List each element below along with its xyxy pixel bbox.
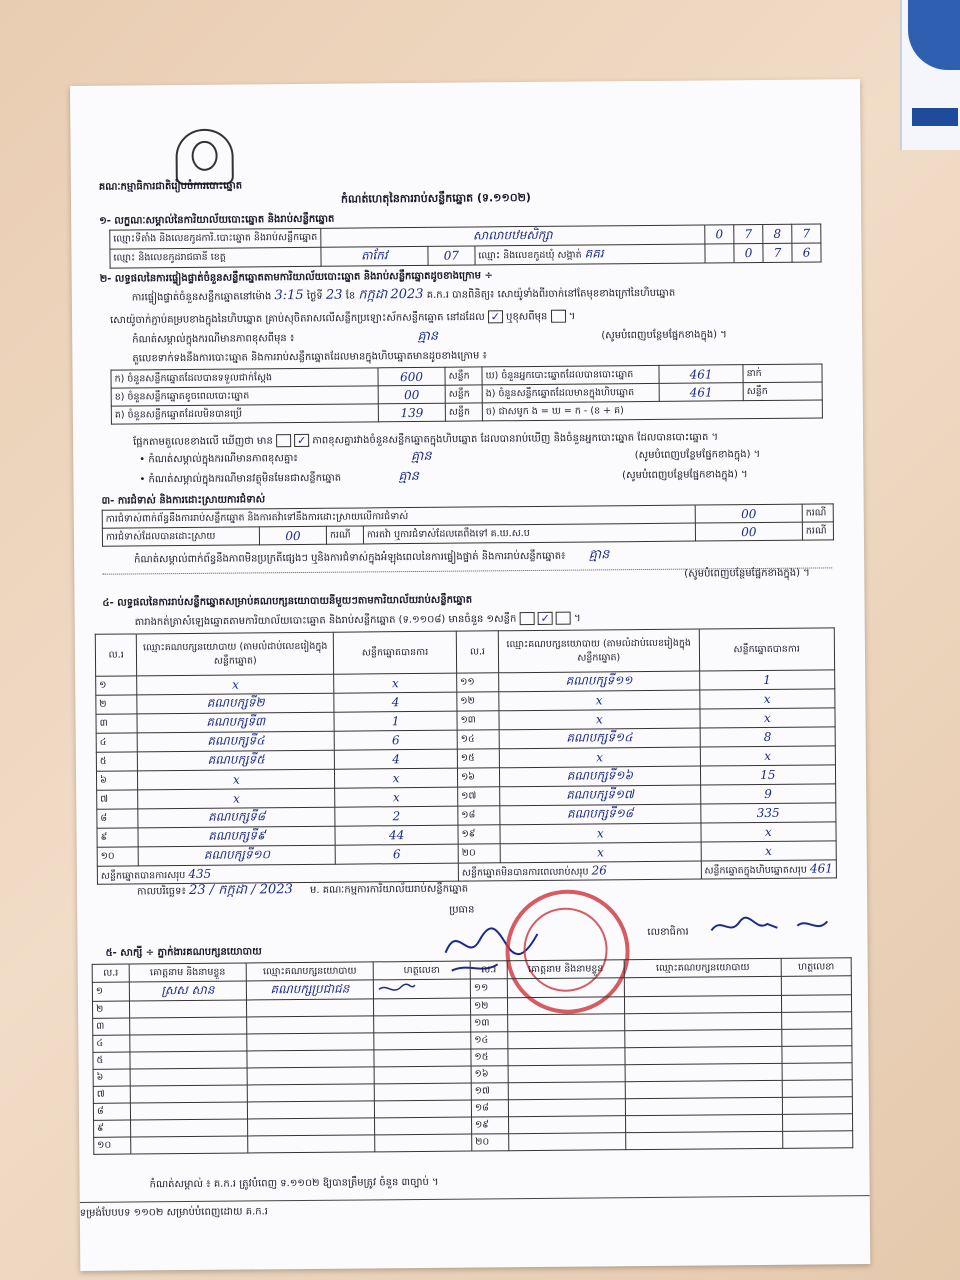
witness-name bbox=[508, 1031, 625, 1049]
witness-party bbox=[625, 1080, 782, 1098]
witness-party bbox=[624, 976, 781, 996]
results-cell: គណបក្សទី១៤ bbox=[499, 728, 700, 749]
results-cell: ១៦ bbox=[457, 768, 499, 787]
witness-party bbox=[625, 1046, 782, 1064]
results-cell: x bbox=[138, 788, 335, 809]
results-cell: គណបក្សទី៣ bbox=[137, 712, 334, 733]
time-value: 3:15 bbox=[274, 287, 304, 304]
section-4-title: ៤- លទ្ធផលនៃការរាប់សន្លឹកឆ្នោតសម្រាប់គណបក្សនយោបាយនីមួយៗតាមការិយាល័យរាប់សន្លឹកឆ្នោត bbox=[102, 594, 473, 609]
witness-signature bbox=[374, 1049, 471, 1067]
section-1-title: ១- លក្ខណៈសម្គាល់នៃការិយាល័យបោះឆ្នោត និងរាប់សន្លឹកឆ្នោត bbox=[99, 213, 335, 227]
witness-party bbox=[625, 1012, 782, 1030]
witness-number: ១៧ bbox=[471, 1083, 508, 1100]
results-cell: x bbox=[138, 769, 335, 790]
results-cell: 4 bbox=[334, 692, 457, 712]
results-cell: ៣ bbox=[96, 714, 138, 733]
witness-number: ១០ bbox=[94, 1137, 131, 1154]
results-cell: x bbox=[700, 708, 836, 728]
results-cell: ៦ bbox=[96, 771, 138, 790]
footer-note: កំណត់សម្គាល់ ៖ គ.ក.រ ត្រូវបំពេញ ទ.១១០២ ឱ្យបានត្រឹមត្រូវ ចំនួន ៣ច្បាប់ ។ bbox=[149, 1176, 439, 1191]
spoiled-value: 00 bbox=[378, 385, 445, 404]
witness-number: ១៤ bbox=[471, 1032, 508, 1049]
nec-emblem-icon bbox=[175, 129, 233, 186]
witness-number: ២ bbox=[92, 1001, 129, 1018]
witness-name bbox=[508, 1099, 625, 1117]
witness-name: ស្រស សាន bbox=[129, 981, 246, 1001]
results-cell: ២ bbox=[96, 695, 138, 714]
witness-number: ៣ bbox=[93, 1018, 130, 1035]
witness-signature bbox=[783, 1114, 853, 1132]
witness-party bbox=[626, 1114, 783, 1132]
witness-name bbox=[508, 1048, 625, 1066]
results-cell: គណបក្សទី១១ bbox=[499, 671, 700, 692]
results-cell: 8 bbox=[700, 727, 836, 747]
results-cell: x bbox=[701, 822, 837, 842]
witness-signature bbox=[375, 1134, 472, 1152]
witness-signature bbox=[782, 1063, 852, 1081]
results-cell: ១២ bbox=[457, 692, 499, 711]
results-cell: ១៨ bbox=[458, 806, 500, 825]
results-cell: x bbox=[137, 674, 334, 695]
results-cell: x bbox=[701, 841, 837, 861]
witness-number: ១៣ bbox=[471, 1015, 508, 1032]
witness-party bbox=[625, 1029, 782, 1047]
results-cell: x bbox=[499, 690, 700, 711]
witness-table: ល.រ គោត្តនាម និងនាមខ្លួន ឈ្មោះគណបក្សនយោបាយ ហត្ថលេខា ល.រ គោត្តនាម និងនាមខ្លួន ឈ្មោះគណបក្សនយោបាយ ហត្ថលេខា ១ ស្រស សាន គណបក្សប្រជាជន ១១ ២ ១២ ៣ ១៣ ៤ ១៤ ៥ ១៥ ៦ ១៦ ៧ ១៧ ៨ ១៨ ៩ ១៩ ១០ ២០ bbox=[92, 957, 854, 1155]
witness-party bbox=[247, 1033, 374, 1051]
commission-name: គណៈកម្មាធិការជាតិរៀបចំការបោះឆ្នោត bbox=[98, 180, 243, 193]
witness-name bbox=[507, 997, 624, 1015]
results-cell: ១៥ bbox=[457, 749, 499, 768]
results-cell: ៩ bbox=[97, 828, 139, 847]
witness-name bbox=[130, 1102, 247, 1120]
unused-value: 139 bbox=[378, 403, 445, 422]
sheet-2-checkbox[interactable]: ✓ bbox=[538, 612, 553, 625]
witness-signature bbox=[373, 979, 470, 999]
witness-number: ៤ bbox=[93, 1035, 130, 1052]
results-cell: 2 bbox=[335, 806, 458, 826]
witness-number: ៨ bbox=[93, 1103, 130, 1120]
in-box-value: 461 bbox=[659, 383, 743, 402]
changed-checkbox[interactable] bbox=[550, 310, 565, 323]
results-cell: 335 bbox=[700, 803, 836, 823]
sheet-3-checkbox[interactable] bbox=[556, 612, 571, 625]
results-cell: គណបក្សទី២ bbox=[137, 693, 334, 714]
witness-name bbox=[129, 1000, 246, 1018]
results-cell: គណបក្សទី៤ bbox=[138, 731, 335, 752]
witness-signature bbox=[374, 1100, 471, 1118]
witness-name bbox=[508, 1082, 625, 1100]
sheet-1-checkbox[interactable] bbox=[519, 612, 534, 625]
results-cell: x bbox=[500, 842, 701, 863]
results-cell: 6 bbox=[335, 844, 458, 864]
results-cell: 1 bbox=[699, 670, 835, 690]
results-cell: x bbox=[499, 709, 700, 730]
witness-signature bbox=[373, 998, 470, 1016]
witness-party bbox=[247, 1101, 374, 1119]
count-date: 23 / កក្កដា / 2023 bbox=[188, 882, 293, 898]
unchanged-checkbox[interactable]: ✓ bbox=[488, 310, 503, 323]
witness-number: ១៨ bbox=[471, 1100, 508, 1117]
results-cell: 9 bbox=[700, 784, 836, 804]
witness-signature-icon bbox=[377, 981, 417, 995]
witness-name bbox=[508, 1014, 625, 1032]
form-sheet: គណៈកម្មាធិការជាតិរៀបចំការបោះឆ្នោត កំណត់ហេតុនៃការរាប់សន្លឹកឆ្នោត (ទ.១១០២) ១- លក្ខណៈសម្គាល់នៃការិយាល័យបោះឆ្នោត និងរាប់សន្លឹកឆ្នោត ឈ្មោះទីតាំង និងលេខកូដការិ.បោះឆ្នោត និងរាប់សន្លឹកឆ្នោត សាលាបឋមសិក្សា 0 7 8 7 ឈ្មោះ និងលេខកូដរាជធានី ខេត្ត តាកែវ 07 ឈ្មោះ និងលេខកូដឃុំ សង្កាត់ គគរ 0 7 6 ២- លទ្ធផលនៃការផ្ទៀងផ្ទាត់ចំនួនសន្លឹកឆ្នោតតាមការិយាល័យបោះឆ្នោត និងរាប់សន្លឹកឆ្នោតដូចខាងក្រោម ÷ ការផ្ទៀងផ្ទាត់ចំនួនសន្លឹកឆ្នោតនៅម៉ោង 3:15 ថ្ងៃទី 23 ខែ កក្កដា 2023 គ.ក.រ បានពិនិត្យ៖ សោយ៉ូទាំងពីរចាក់នៅតែមុខខាងក្រៅនៃហិបឆ្នោត សោយ៉ូចាក់ភ្ជាប់គម្របខាងក្នុងនៃហិបឆ្នោត គ្រាប់សុចិតរាសលើសន្លឹកប្រឡោះស័កសន្លឹកឆ្នោត នៅដដែល ✓ ឬខុសពីមុន ។ កំណត់សម្គាល់ក្នុងករណីមានភាពខុសពីមុន ៖ គ្មាន (សូមបំពេញបន្ថែមផ្នែកខាងក្នុង) ។ តួលេខទាក់ទងនឹងការបោះឆ្នោត និងការរាប់សន្លឹកឆ្នោតដែលមានក្នុងហិបឆ្នោតមានដូចខាងក្រោម ៖ ក) ចំនួនសន្លឹកឆ្នោតដែលបានទទួលជាក់ស្តែង 600 សន្លឹក ឃ) ចំនួនអ្នកបោះឆ្នោតដែលបានបោះឆ្នោត 461 នាក់ ខ) ចំនួនសន្លឹកឆ្នោតខូចពេលបោះឆ្នោត 00 សន្លឹក ង) ចំនួនសន្លឹកឆ្នោតដែលមានក្នុងហិបឆ្នោត 461 សន្លឹក គ) ចំនួនសន្លឹកឆ្នោតដែលមិនបានប្រើ 139 សន្លឹក ច) ជាសមូក ង = ឃ = ក - (ខ + គ) ផ្អែកតាមតួលេខខាងលើ ឃើញថា មាន ✓ ភាពខុសគ្នារវាងចំនួនសន្លឹកឆ្នោតក្នុងហិបឆ្នោត ដែលបានរាប់ឃើញ និងចំនួនអ្នកបោះឆ្នោត ដែលបានបោះឆ្នោត ។ • កំណត់សម្គាល់ក្នុងករណីមានភាពខុសគ្នា៖ គ្មាន (សូមបំពេញបន្ថែមផ្នែកខាងក្នុង) ។ • កំណត់សម្គាល់ក្នុងករណីមានវត្ថុមិនមែនជាសន្លឹកឆ្នោត គ្មាន (សូមបំពេញបន្ថែមផ្នែកខាងក្នុង) ។ ៣- ការជំទាស់ និងការដោះស្រាយការជំទាស់ ការជំទាស់ពាក់ព័ន្ធនឹងការរាប់សន្លឹកឆ្នោត និងការតវ៉ាទៅនឹងការដោះស្រាយលើការជំទាស់ 00 ករណី ការជំទាស់ដែលបានដោះស្រាយ 00 ករណី ការតវ៉ា ឬការជំទាស់ដែលគេពឹងទៅ គ.ឃ.ស.ប 00 ករណី កំណត់សម្គាល់ពាក់ព័ន្ធនឹងភាពមិនប្រក្រតីផ្សេងៗ ឬនិងការជំទាស់ក្នុងអំឡុងពេលនៃការផ្ទៀងផ្ទាត់ និងការរាប់សន្លឹកឆ្នោត៖ គ្មាន (សូមបំពេញបន្ថែមផ្នែកខាងក្នុង) ។ ៤- លទ្ធផលនៃការរាប់សន្លឹកឆ្នោតសម្រាប់គណបក្សនយោបាយនីមួយៗតាមការិយាល័យរាប់សន្លឹកឆ្នោត តារាងកត់ត្រាសំឡេងឆ្នោតតាមការិយាល័យបោះឆ្នោត និងរាប់សន្លឹកឆ្នោត (ទ.១១០៨) មានចំនួន ១សន្លឹក ✓ ។ ល.រ ឈ្មោះគណបក្សនយោបាយ (តាមលំដាប់លេខរៀងក្នុងសន្លឹកឆ្នោត) សន្លឹកឆ្នោតបានការ ល.រ ឈ្មោះគណបក្សនយោបាយ (តាមលំដាប់លេខរៀងក្នុងសន្លឹកឆ្នោត) សន្លឹកឆ្នោតបានការ ១ x x ១១ គណបក្សទី១១ 1 ២ គណបក្សទី២ 4 ១២ x x ៣ គណបក្សទី៣ 1 ១៣ x x ៤ គណបក្សទី៤ 6 ១៤ គណបក្សទី១៤ 8 ៥ គណបក្សទី៥ 4 ១៥ x x ៦ x x ១៦ គណបក្សទី១៦ 15 ៧ x x ១៧ គណបក្សទី១៧ 9 ៨ គណបក្សទី៨ 2 ១៨ គណបក្សទី១៨ 335 ៩ គណបក្សទី៩ 44 ១៩ x x ១០ គណបក្សទី១០ 6 ២០ x x សន្លឹកឆ្នោតបានការសរុប 435 សន្លឹកឆ្នោតមិនបានការពេលរាប់សរុប 26 សន្លឹកឆ្នោតក្នុងហិបឆ្នោតសរុប 461 កាលបរិច្ឆេទ៖ 23 / កក្កដា / 2023 ម. គណៈកម្មការការិយាល័យរាប់សន្លឹកឆ្នោត ប្រធាន លេខាធិការ ៥- សាក្សី ÷ ភ្នាក់ងារគណបក្សនយោបាយ ល.រ គោត្តនាម និងនាមខ្លួន ឈ្មោះគណបក្សនយោបាយ ហត្ថលេខា ល.រ គោត្តនាម និងនាមខ្លួន ឈ្មោះគណបក្សនយោបាយ ហត្ថលេខា ១ ស្រស សាន គណបក្សប្រជាជន ១១ ២ ១២ ៣ ១៣ ៤ ១៤ ៥ ១៥ ៦ ១៦ ៧ ១៧ ៨ ១៨ ៩ ១៩ ១០ ២០ កំណត់សម្គាល់ ៖ គ.ក.រ ត្រូវបំពេញ ទ.១១០២ ឱ្យបានត្រឹមត្រូវ ចំនួន ៣ច្បាប់ ។ ទម្រង់បែបបទ ១១០២ សម្រាប់បំពេញដោយ គ.ក.រ bbox=[70, 79, 870, 1271]
station-table: ឈ្មោះទីតាំង និងលេខកូដការិ.បោះឆ្នោត និងរាប់សន្លឹកឆ្នោត សាលាបឋមសិក្សា 0 7 8 7 ឈ្មោះ និងលេខកូដរាជធានី ខេត្ត តាកែវ 07 ឈ្មោះ និងលេខកូដឃុំ សង្កាត់ គគរ 0 7 6 bbox=[109, 223, 821, 268]
box-total: 461 bbox=[809, 860, 833, 876]
station-value: សាលាបឋមសិក្សា bbox=[321, 225, 705, 247]
witness-signature bbox=[375, 1117, 472, 1135]
witness-party bbox=[626, 1131, 783, 1149]
results-cell: គណបក្សទី៩ bbox=[138, 826, 335, 847]
results-cell: x bbox=[335, 768, 458, 788]
results-cell: ១៣ bbox=[457, 711, 499, 730]
witness-number: ១៦ bbox=[471, 1066, 508, 1083]
results-table: ល.រ ឈ្មោះគណបក្សនយោបាយ (តាមលំដាប់លេខរៀងក្នុងសន្លឹកឆ្នោត) សន្លឹកឆ្នោតបានការ ល.រ ឈ្មោះគណបក្សនយោបាយ (តាមលំដាប់លេខរៀងក្នុងសន្លឹកឆ្នោត) សន្លឹកឆ្នោតបានការ ១ x x ១១ គណបក្សទី១១ 1 ២ គណបក្សទី២ 4 ១២ x x ៣ គណបក្សទី៣ 1 ១៣ x x ៤ គណបក្សទី៤ 6 ១៤ គណបក្សទី១៤ 8 ៥ គណបក្សទី៥ 4 ១៥ x x ៦ x x ១៦ គណបក្សទី១៦ 15 ៧ x x ១៧ គណបក្សទី១៧ 9 ៨ គណបក្សទី៨ 2 ១៨ គណបក្សទី១៨ 335 ៩ គណបក្សទី៩ 44 ១៩ x x ១០ គណបក្សទី១០ 6 ២០ x x សន្លឹកឆ្នោតបានការសរុប 435 សន្លឹកឆ្នោតមិនបានការពេលរាប់សរុប 26 សន្លឹកឆ្នោតក្នុងហិបឆ្នោតសរុប 461 bbox=[95, 627, 837, 884]
results-cell: ៤ bbox=[96, 733, 138, 752]
results-cell: ២០ bbox=[458, 844, 500, 863]
witness-number: ២០ bbox=[472, 1134, 509, 1151]
witness-party bbox=[248, 1135, 375, 1153]
witness-number: ១៩ bbox=[472, 1117, 509, 1134]
witness-name bbox=[507, 978, 624, 998]
form-title: កំណត់ហេតុនៃការរាប់សន្លឹកឆ្នោត (ទ.១១០២) bbox=[340, 190, 532, 206]
results-cell: ១៤ bbox=[457, 730, 499, 749]
witness-signature bbox=[782, 1097, 852, 1115]
witness-number: ៧ bbox=[93, 1086, 130, 1103]
witness-name bbox=[130, 1017, 247, 1035]
section-5-title: ៥- សាក្សី ÷ ភ្នាក់ងារគណបក្សនយោបាយ bbox=[105, 946, 262, 959]
witness-party bbox=[247, 1084, 374, 1102]
witness-number: ១២ bbox=[470, 998, 507, 1015]
results-cell: 44 bbox=[335, 825, 458, 845]
wall-poster bbox=[900, 0, 960, 150]
witness-name bbox=[130, 1068, 247, 1086]
witness-party bbox=[246, 999, 373, 1017]
witness-name bbox=[130, 1051, 247, 1069]
witness-party bbox=[247, 1050, 374, 1068]
no-discrepancy-checkbox[interactable]: ✓ bbox=[294, 434, 309, 447]
witness-signature bbox=[782, 1012, 852, 1030]
witness-signature bbox=[782, 1029, 852, 1047]
witness-number: ៥ bbox=[93, 1052, 130, 1069]
witness-name bbox=[131, 1136, 248, 1154]
results-cell: ១០ bbox=[97, 847, 139, 866]
note-line: កំណត់សម្គាល់ក្នុងករណីមានភាពខុសពីមុន ៖ គ្មាន (សូមបំពេញបន្ថែមផ្នែកខាងក្នុង) ។ bbox=[132, 328, 727, 346]
results-cell: 15 bbox=[700, 765, 836, 785]
results-cell: x bbox=[335, 787, 458, 807]
results-cell: គណបក្សទី១០ bbox=[139, 845, 336, 866]
discrepancy-line: ផ្អែកតាមតួលេខខាងលើ ឃើញថា មាន ✓ ភាពខុសគ្នារវាងចំនួនសន្លឹកឆ្នោតក្នុងហិបឆ្នោត ដែលបានរាប់ឃើញ និងចំនួនអ្នកបោះឆ្នោត ដែលបានបោះឆ្នោត ។ bbox=[133, 431, 719, 448]
results-cell: 1 bbox=[334, 711, 457, 731]
results-cell: x bbox=[699, 689, 835, 709]
invalid-total: 26 bbox=[591, 862, 607, 877]
witness-signature bbox=[374, 1066, 471, 1084]
witness-party bbox=[625, 1097, 782, 1115]
results-cell: គណបក្សទី១៧ bbox=[500, 785, 701, 806]
section-3-title: ៣- ការជំទាស់ និងការដោះស្រាយការជំទាស់ bbox=[101, 494, 266, 507]
witness-signature bbox=[374, 1083, 471, 1101]
results-cell: x bbox=[700, 746, 836, 766]
witness-number: ១៥ bbox=[471, 1049, 508, 1066]
results-cell: ១៩ bbox=[458, 825, 500, 844]
witness-name bbox=[130, 1085, 247, 1103]
witness-party bbox=[247, 1016, 374, 1034]
witness-signature bbox=[782, 1080, 852, 1098]
witness-number: ៩ bbox=[94, 1120, 131, 1137]
results-cell: ៨ bbox=[97, 809, 139, 828]
results-cell: x bbox=[334, 673, 457, 693]
witness-party bbox=[624, 995, 781, 1013]
witness-signature bbox=[374, 1032, 471, 1050]
results-cell: ១ bbox=[96, 676, 138, 695]
witness-signature bbox=[781, 976, 851, 996]
results-cell: ៥ bbox=[96, 752, 138, 771]
witness-number: ១ bbox=[92, 982, 129, 1001]
witness-name bbox=[508, 1065, 625, 1083]
results-cell: x bbox=[500, 823, 701, 844]
witness-party bbox=[247, 1067, 374, 1085]
witness-name bbox=[130, 1034, 247, 1052]
secretary-signature bbox=[707, 911, 847, 942]
results-cell: ១១ bbox=[457, 673, 499, 692]
counts-table: ក) ចំនួនសន្លឹកឆ្នោតដែលបានទទួលជាក់ស្តែង 600 សន្លឹក ឃ) ចំនួនអ្នកបោះឆ្នោតដែលបានបោះឆ្នោត 461 នាក់ ខ) ចំនួនសន្លឹកឆ្នោតខូចពេលបោះឆ្នោត 00 សន្លឹក ង) ចំនួនសន្លឹកឆ្នោតដែលមានក្នុងហិបឆ្នោត 461 សន្លឹក គ) ចំនួនសន្លឹកឆ្នោតដែលមិនបានប្រើ 139 សន្លឹក ច) ជាសមូក ង = ឃ = ក - (ខ + គ) bbox=[110, 363, 822, 424]
seal-check-line: សោយ៉ូចាក់ភ្ជាប់គម្របខាងក្នុងនៃហិបឆ្នោត គ្រាប់សុចិតរាសលើសន្លឹកប្រឡោះស័កសន្លឹកឆ្នោត នៅដដែល ✓ ឬខុសពីមុន ។ bbox=[110, 310, 576, 327]
objections-table: ការជំទាស់ពាក់ព័ន្ធនឹងការរាប់សន្លឹកឆ្នោត និងការតវ៉ាទៅនឹងការដោះស្រាយលើការជំទាស់ 00 ករណី ការជំទាស់ដែលបានដោះស្រាយ 00 ករណី ការតវ៉ា ឬការជំទាស់ដែលគេពឹងទៅ គ.ឃ.ស.ប 00 ករណី bbox=[102, 503, 834, 546]
witness-party bbox=[625, 1063, 782, 1081]
results-cell: គណបក្សទី៨ bbox=[138, 807, 335, 828]
witness-signature bbox=[782, 1046, 852, 1064]
witness-party bbox=[248, 1118, 375, 1136]
valid-total: 435 bbox=[188, 866, 212, 881]
voters-value: 461 bbox=[659, 365, 743, 384]
witness-number: ១១ bbox=[470, 979, 507, 998]
verification-line: ការផ្ទៀងផ្ទាត់ចំនួនសន្លឹកឆ្នោតនៅម៉ោង 3:15 ថ្ងៃទី 23 ខែ កក្កដា 2023 គ.ក.រ បានពិនិត្យ៖ សោយ៉ូទាំងពីរចាក់នៅតែមុខខាងក្រៅនៃហិបឆ្នោត bbox=[131, 286, 676, 304]
has-discrepancy-checkbox[interactable] bbox=[276, 434, 291, 447]
results-cell: x bbox=[499, 747, 700, 768]
results-cell: គណបក្សទី១៦ bbox=[499, 766, 700, 787]
witness-number: ៦ bbox=[93, 1069, 130, 1086]
witness-signature bbox=[374, 1015, 471, 1033]
witness-party: គណបក្សប្រជាជន bbox=[246, 980, 373, 1000]
results-cell: 4 bbox=[334, 749, 457, 769]
section-2-title: ២- លទ្ធផលនៃការផ្ទៀងផ្ទាត់ចំនួនសន្លឹកឆ្នោតតាមការិយាល័យបោះឆ្នោត និងរាប់សន្លឹកឆ្នោតដូចខាងក្រោម ÷ bbox=[99, 270, 493, 285]
witness-name bbox=[509, 1133, 626, 1151]
results-cell: 6 bbox=[334, 730, 457, 750]
witness-name bbox=[509, 1116, 626, 1134]
received-value: 600 bbox=[378, 367, 445, 386]
witness-signature bbox=[781, 995, 851, 1013]
province-value: តាកែវ bbox=[321, 246, 428, 266]
results-cell: គណបក្សទី១៨ bbox=[500, 804, 701, 825]
results-cell: ១៧ bbox=[458, 787, 500, 806]
commune-value: គគរ bbox=[584, 246, 604, 261]
results-cell: គណបក្សទី៥ bbox=[138, 750, 335, 771]
results-cell: ៧ bbox=[97, 790, 139, 809]
form-version-note: ទម្រង់បែបបទ ១១០២ សម្រាប់បំពេញដោយ គ.ក.រ bbox=[79, 1206, 269, 1219]
witness-name bbox=[131, 1119, 248, 1137]
witness-signature bbox=[783, 1131, 853, 1149]
